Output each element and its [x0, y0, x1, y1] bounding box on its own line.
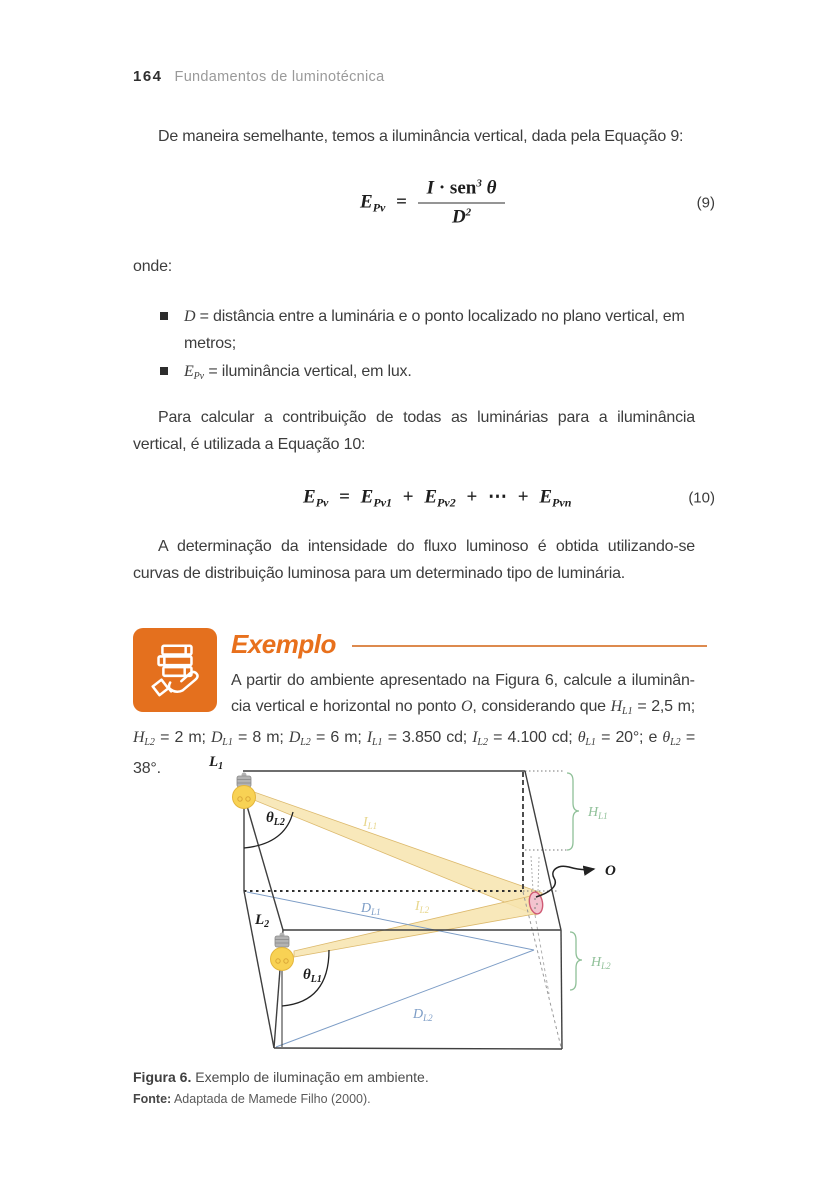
equation-9	[133, 170, 715, 236]
label-l2: $L_2$	[255, 912, 270, 930]
example-var: $I_{L1} = 3.850$ cd;	[366, 729, 473, 748]
label-theta-l2: $\theta_{L2}$	[266, 810, 285, 828]
example-var: $I_{L2} = 4.100$ cd;	[472, 729, 578, 748]
example-var: $H_{L1} = 2,5$ m;	[610, 698, 696, 717]
example-title-row	[231, 626, 695, 662]
eq9-fraction: $\frac{I \cdot sen^3 \theta}{D^2}$	[418, 178, 506, 229]
distance-line-dl2	[276, 950, 534, 1047]
target-vertical-dashed	[538, 857, 539, 891]
pointer-arrow-to-o	[536, 866, 594, 897]
definition-list	[160, 303, 695, 391]
equation-10	[133, 478, 715, 518]
lightbulb-l1-icon	[233, 773, 256, 809]
brace-hl1	[567, 773, 579, 850]
label-il2: $I_{L2}$	[415, 899, 430, 915]
example-var: $D_{L2} = 6$ m;	[288, 729, 367, 748]
label-theta-l1: $\theta_{L1}$	[303, 967, 322, 985]
example-var: $H_{L2} = 2$ m;	[133, 729, 211, 748]
square-bullet-icon	[160, 367, 168, 375]
example-var: $D_{L1} = 8$ m;	[210, 729, 289, 748]
paragraph-intro-eq10: Para calcular a contribuição de todas as luminárias para a iluminância vertical, é utilizada a Equação 10:	[133, 409, 695, 453]
equation-9-number: (9)	[696, 194, 715, 212]
label-il1: $I_{L1}$	[363, 815, 378, 831]
light-beam-l1	[254, 792, 542, 915]
label-point-o: O	[605, 863, 616, 879]
figure-6-room-diagram	[133, 752, 713, 1064]
label-l1: $L_1$	[209, 754, 224, 772]
target-vertical-dashed	[531, 856, 533, 891]
example-title: Exemplo	[231, 628, 336, 659]
brace-hl2	[570, 932, 582, 990]
page-number: 164	[133, 68, 163, 85]
example-var: $\theta_{L2} = 38^\circ$.	[133, 729, 695, 777]
label-hl2: $H_{L2}$	[591, 955, 611, 971]
example-rule-line	[352, 645, 707, 647]
square-bullet-icon	[160, 312, 168, 320]
equation-9-math: $E_{Pv}$ = $\frac{I \cdot sen^3 \theta}{D^2}$	[360, 178, 505, 229]
label-dl1: $D_{L1}$	[361, 901, 381, 917]
equation-10-number: (10)	[688, 489, 715, 507]
page-header	[133, 68, 384, 85]
figure-caption: Figura 6. Exemplo de iluminação em ambiente.	[133, 1069, 429, 1085]
lightbulb-l2-icon	[271, 933, 294, 971]
label-dl2: $D_{L2}$	[413, 1007, 433, 1023]
example-var: $\theta_{L1} = 20^\circ$; e	[577, 729, 663, 748]
example-text: A partir do ambiente apresentado na Figura 6, calcule a iluminância vertical e horizontal no ponto O, considerando que $H_{L1} = 2,5$ m; $H_{L2} = 2$ m; $D_{L1} = 8$ m; $D_{L2} = 6$ m; $I_{L1} = 3.850$ cd; $I_{L2} = 4.100$ cd; $\theta_{L1} = 20^\circ$; e $\theta_{L2} = 38^\circ$.	[133, 672, 696, 777]
list-item: D = distância entre a luminária e o ponto localizado no plano vertical, em metros;	[160, 303, 695, 357]
example-books-hand-icon	[133, 628, 217, 712]
paragraph-intro-eq9: De maneira semelhante, temos a iluminância vertical, dada pela Equação 9:	[158, 128, 684, 145]
equation-10-math: $E_{Pv} = E_{Pv1} + E_{Pv2}$ + ⋯ + $E_{Pvn}$	[303, 486, 572, 510]
list-item: $E_{Pv}$ = iluminância vertical, em lux.	[160, 358, 695, 390]
figure-source: Fonte: Adaptada de Mamede Filho (2000).	[133, 1092, 371, 1106]
running-title: Fundamentos de luminotécnica	[174, 69, 385, 85]
target-projection-dashed-line	[535, 915, 549, 994]
paragraph-flux: A determinação da intensidade do fluxo luminoso é obtida utilizando-se curvas de distribuição luminosa para um determinado tipo de luminária.	[133, 538, 695, 582]
label-hl1: $H_{L1}$	[588, 805, 608, 821]
onde-label: onde:	[133, 258, 173, 275]
eq9-lhs: E	[360, 191, 373, 213]
